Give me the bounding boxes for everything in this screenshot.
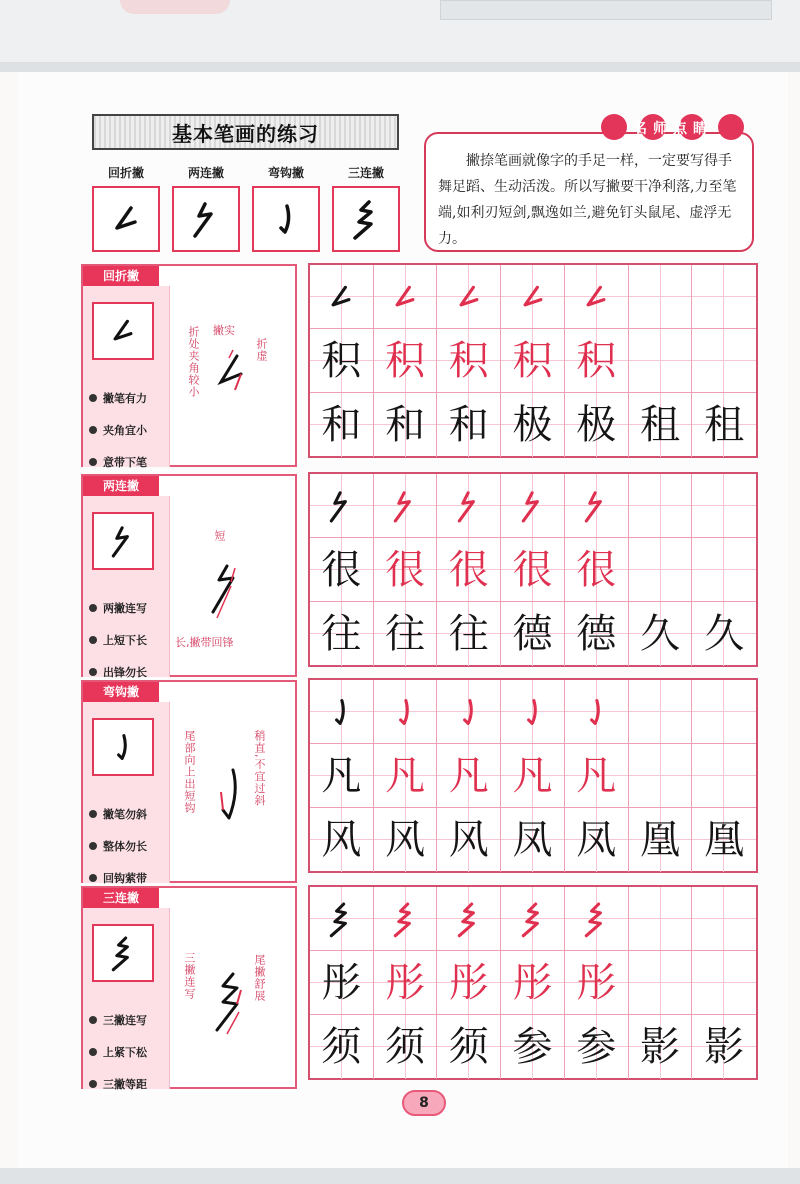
card-diagram-panel [169, 496, 295, 677]
card-diagram-panel [169, 286, 295, 467]
card-point: 上短下长 [89, 624, 147, 656]
practice-cell[interactable]: 彤 [374, 951, 438, 1015]
tip-header-text: 名师点睛 [633, 121, 713, 137]
wangou-pie-icon [511, 690, 555, 734]
note-left: 三撇连写 [183, 952, 196, 1000]
bullet-icon [89, 842, 97, 850]
huizhe-pie-icon [574, 275, 618, 319]
char-row [310, 538, 756, 602]
tip-header [598, 112, 748, 142]
note-top: 短 [213, 530, 226, 542]
practice-cell[interactable]: 凡 [565, 744, 629, 808]
practice-cell[interactable] [501, 265, 565, 329]
card-point: 撇笔有力 [89, 382, 147, 414]
lianglian-pie-icon [447, 484, 491, 528]
stroke-label-lianglian: 两连撇 [187, 166, 224, 180]
practice-cell[interactable] [629, 887, 693, 951]
practice-cell[interactable]: 凡 [374, 744, 438, 808]
bullet-icon [89, 426, 97, 434]
bullet-icon [89, 604, 97, 612]
card-point: 撇笔勿斜 [89, 798, 147, 830]
practice-cell[interactable]: 很 [374, 538, 438, 602]
card-huizhe [81, 264, 297, 467]
sanlian-pie-icon [101, 931, 145, 975]
previous-page-header [440, 0, 772, 20]
sanlian-pie-icon [383, 897, 427, 941]
huizhe-pie-icon [447, 275, 491, 319]
practice-cell[interactable]: 风 [310, 808, 374, 872]
practice-cell[interactable] [692, 951, 756, 1015]
practice-cell[interactable] [629, 951, 693, 1015]
practice-cell[interactable] [374, 680, 438, 744]
char-row [310, 951, 756, 1015]
practice-grid-lianglian [308, 472, 758, 667]
note-right: 尾撇舒展 [253, 954, 266, 1002]
bullet-icon [89, 1080, 97, 1088]
card-title: 三连撇 [83, 888, 159, 908]
section-title-banner [92, 114, 399, 150]
practice-cell[interactable]: 久 [629, 602, 693, 666]
practice-grid-wangou [308, 678, 758, 873]
char-row [310, 744, 756, 808]
char-row [310, 393, 756, 457]
card-point: 上紧下松 [89, 1036, 147, 1068]
practice-cell[interactable]: 极 [565, 393, 629, 457]
bullet-icon [89, 810, 97, 818]
practice-cell[interactable] [629, 474, 693, 538]
card-left-panel [83, 908, 170, 1089]
lianglian-pie-icon [383, 484, 427, 528]
practice-cell[interactable]: 风 [437, 808, 501, 872]
practice-cell[interactable]: 凡 [310, 744, 374, 808]
lianglian-pie-icon [511, 484, 555, 528]
card-point: 回钩萦带 [89, 862, 147, 894]
bullet-icon [89, 874, 97, 882]
practice-cell[interactable]: 积 [437, 329, 501, 393]
wangou-pie-icon [383, 690, 427, 734]
stroke-sample-huizhe [92, 186, 160, 252]
practice-cell[interactable]: 彤 [437, 951, 501, 1015]
lianglian-pie-icon [574, 484, 618, 528]
card-point: 出锋勿长 [89, 656, 147, 688]
practice-cell[interactable]: 很 [501, 538, 565, 602]
tip-text: 撇捺笔画就像字的手足一样，一定要写得手舞足蹈、生动活泼。所以写撇要干净利落,力至笔端,如利刃短剑,飘逸如兰,避免钉头鼠尾、虚浮无力。 [438, 153, 737, 247]
wangou-pie-icon [574, 690, 618, 734]
note-bottom: 长,撇带回锋 [175, 636, 234, 649]
practice-cell[interactable] [374, 887, 438, 951]
practice-cell[interactable]: 租 [629, 393, 693, 457]
lianglian-diagram [201, 556, 257, 626]
previous-page-ornament [120, 0, 230, 14]
char-row [310, 1015, 756, 1079]
card-left-panel [83, 286, 170, 467]
practice-cell[interactable] [629, 329, 693, 393]
practice-cell[interactable] [692, 474, 756, 538]
card-title: 弯钩撇 [83, 682, 159, 702]
stroke-label-wangou: 弯钩撇 [267, 166, 304, 180]
stroke-label-sanlian: 三连撇 [347, 166, 384, 180]
practice-cell[interactable] [437, 887, 501, 951]
practice-cell[interactable]: 德 [501, 602, 565, 666]
wangou-pie-icon [447, 690, 491, 734]
practice-cell[interactable] [310, 887, 374, 951]
card-sanlian [81, 886, 297, 1089]
practice-cell[interactable]: 和 [374, 393, 438, 457]
practice-cell[interactable]: 德 [565, 602, 629, 666]
practice-cell[interactable]: 凤 [565, 808, 629, 872]
note-left: 尾部向上出短钩 [183, 730, 196, 814]
stroke-sample-wangou [252, 186, 320, 252]
wangou-diagram [205, 762, 255, 832]
note-right: 折虚 [255, 338, 268, 362]
bullet-icon [89, 1048, 97, 1056]
practice-cell[interactable] [565, 680, 629, 744]
practice-cell[interactable] [437, 474, 501, 538]
note-left: 折处夹角较小 [187, 326, 200, 398]
practice-grid-huizhe [308, 263, 758, 458]
sanlian-pie-icon [341, 194, 391, 244]
card-title: 回折撇 [83, 266, 159, 286]
practice-cell[interactable] [565, 887, 629, 951]
card-point: 夹角宜小 [89, 414, 147, 446]
card-lianglian [81, 474, 297, 677]
stroke-row [310, 887, 756, 951]
practice-cell[interactable]: 凰 [629, 808, 693, 872]
card-stroke-box [92, 924, 154, 982]
practice-cell[interactable] [310, 680, 374, 744]
practice-cell[interactable] [629, 744, 693, 808]
practice-cell[interactable] [501, 887, 565, 951]
practice-cell[interactable]: 影 [629, 1015, 693, 1079]
practice-cell[interactable]: 积 [565, 329, 629, 393]
card-point: 三撇等距 [89, 1068, 147, 1100]
practice-cell[interactable]: 凡 [437, 744, 501, 808]
practice-cell[interactable]: 凤 [501, 808, 565, 872]
practice-cell[interactable]: 积 [374, 329, 438, 393]
practice-cell[interactable] [374, 474, 438, 538]
practice-cell[interactable] [565, 265, 629, 329]
practice-cell[interactable] [692, 265, 756, 329]
practice-cell[interactable] [692, 538, 756, 602]
practice-cell[interactable]: 极 [501, 393, 565, 457]
card-stroke-box [92, 512, 154, 570]
card-point: 整体勿长 [89, 830, 147, 862]
huizhe-diagram [209, 346, 259, 406]
practice-cell[interactable]: 往 [310, 602, 374, 666]
wangou-pie-icon [319, 690, 363, 734]
bullet-icon [89, 394, 97, 402]
card-left-panel [83, 496, 170, 677]
practice-cell[interactable] [629, 265, 693, 329]
sanlian-pie-icon [511, 897, 555, 941]
practice-cell[interactable]: 很 [565, 538, 629, 602]
practice-cell[interactable] [501, 680, 565, 744]
huizhe-pie-icon [101, 194, 151, 244]
bullet-icon [89, 458, 97, 466]
practice-cell[interactable] [692, 329, 756, 393]
char-row [310, 808, 756, 872]
card-diagram-panel [169, 908, 295, 1089]
practice-cell[interactable]: 和 [437, 393, 501, 457]
practice-cell[interactable] [565, 474, 629, 538]
practice-cell[interactable]: 彤 [310, 951, 374, 1015]
practice-cell[interactable]: 很 [310, 538, 374, 602]
page-number: 8 [402, 1090, 446, 1116]
stroke-label-huizhe: 回折撇 [107, 166, 144, 180]
practice-cell[interactable]: 和 [310, 393, 374, 457]
practice-cell[interactable]: 须 [310, 1015, 374, 1079]
stroke-sample-lianglian [172, 186, 240, 252]
stroke-row [310, 265, 756, 329]
bullet-icon [89, 636, 97, 644]
sanlian-pie-icon [319, 897, 363, 941]
wangou-pie-icon [101, 725, 145, 769]
note-top: 撇实 [213, 324, 235, 337]
practice-cell[interactable] [692, 887, 756, 951]
tip-box [424, 132, 754, 252]
bullet-icon [89, 1016, 97, 1024]
lianglian-pie-icon [101, 519, 145, 563]
char-row [310, 329, 756, 393]
huizhe-pie-icon [511, 275, 555, 319]
huizhe-pie-icon [319, 275, 363, 319]
practice-cell[interactable]: 很 [437, 538, 501, 602]
practice-cell[interactable]: 风 [374, 808, 438, 872]
practice-cell[interactable] [692, 744, 756, 808]
note-right: 稍直,不宜过斜 [253, 730, 266, 807]
wangou-pie-icon [261, 194, 311, 244]
page-edge [0, 62, 800, 72]
section-title: 基本笔画的练习 [172, 121, 319, 146]
practice-cell[interactable] [437, 680, 501, 744]
stroke-sample-sanlian [332, 186, 400, 252]
practice-cell[interactable]: 凡 [501, 744, 565, 808]
bullet-icon [89, 668, 97, 676]
sanlian-pie-icon [447, 897, 491, 941]
sanlian-diagram [203, 964, 257, 1044]
card-title: 两连撇 [83, 476, 159, 496]
practice-cell[interactable]: 租 [692, 393, 756, 457]
card-left-panel [83, 702, 170, 883]
practice-cell[interactable]: 凰 [692, 808, 756, 872]
card-point: 意带下笔 [89, 446, 147, 478]
practice-cell[interactable]: 参 [501, 1015, 565, 1079]
practice-cell[interactable]: 积 [501, 329, 565, 393]
practice-cell[interactable]: 往 [374, 602, 438, 666]
practice-cell[interactable] [310, 474, 374, 538]
practice-cell[interactable] [374, 265, 438, 329]
practice-cell[interactable]: 影 [692, 1015, 756, 1079]
huizhe-pie-icon [101, 309, 145, 353]
card-point: 三撇连写 [89, 1004, 147, 1036]
practice-cell[interactable]: 积 [310, 329, 374, 393]
card-stroke-box [92, 718, 154, 776]
practice-cell[interactable]: 参 [565, 1015, 629, 1079]
practice-cell[interactable]: 久 [692, 602, 756, 666]
practice-cell[interactable]: 彤 [565, 951, 629, 1015]
practice-cell[interactable] [501, 474, 565, 538]
practice-cell[interactable]: 须 [374, 1015, 438, 1079]
stroke-row [310, 680, 756, 744]
stroke-row [310, 474, 756, 538]
practice-cell[interactable] [692, 680, 756, 744]
card-point: 两撇连写 [89, 592, 147, 624]
page-bottom-edge [0, 1168, 800, 1184]
practice-cell[interactable]: 彤 [501, 951, 565, 1015]
char-row [310, 602, 756, 666]
practice-cell[interactable] [629, 538, 693, 602]
practice-grid-sanlian [308, 885, 758, 1080]
card-stroke-box [92, 302, 154, 360]
huizhe-pie-icon [383, 275, 427, 319]
previous-page-strip [0, 0, 800, 70]
sanlian-pie-icon [574, 897, 618, 941]
lianglian-pie-icon [319, 484, 363, 528]
lianglian-pie-icon [181, 194, 231, 244]
card-wangou [81, 680, 297, 883]
practice-cell[interactable] [629, 680, 693, 744]
practice-cell[interactable] [437, 265, 501, 329]
practice-cell[interactable]: 须 [437, 1015, 501, 1079]
practice-cell[interactable] [310, 265, 374, 329]
card-diagram-panel [169, 702, 295, 883]
practice-cell[interactable]: 往 [437, 602, 501, 666]
